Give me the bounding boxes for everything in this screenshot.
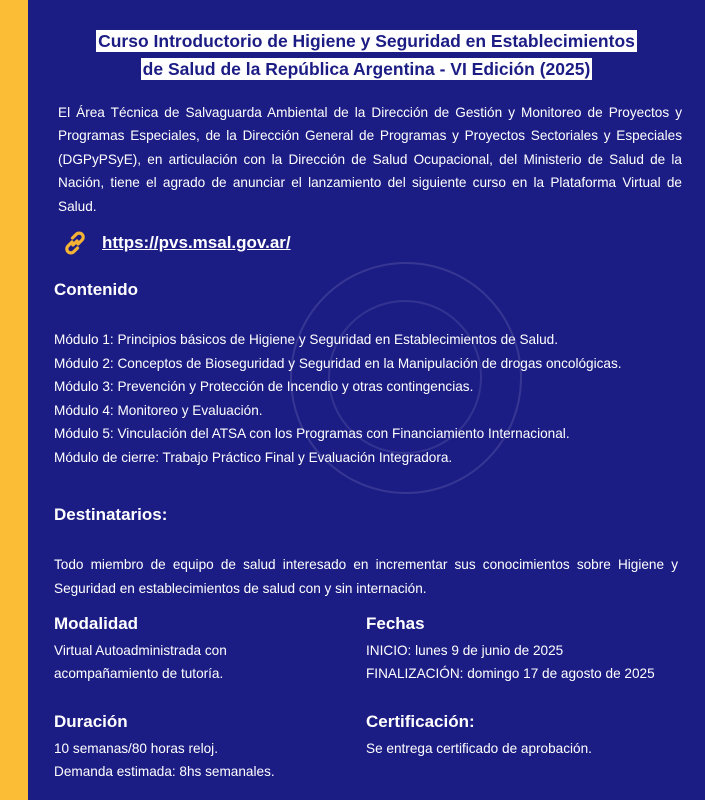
link-icon [61,229,89,257]
fechas-fin: FINALIZACIÓN: domingo 17 de agosto de 2025 [366,666,655,681]
list-item: Módulo de cierre: Trabajo Práctico Final y Evaluación Integradora. [54,449,453,465]
duracion-line2: Demanda estimada: 8hs semanales. [54,764,275,779]
contenido-heading: Contenido [54,280,139,299]
destinatarios-text: Todo miembro de equipo de salud interesado en incrementar sus conocimientos sobre Higiene y Seguridad en establecimientos de salud con y sin internación. [54,557,678,596]
list-item: Módulo 3: Prevención y Protección de Incendio y otras contingencias. [54,379,474,395]
course-title [58,27,675,83]
list-item: Módulo 4: Monitoreo y Evaluación. [54,402,263,418]
list-item: Módulo 1: Principios básicos de Higiene y Seguridad en Establecimientos de Salud. [54,332,559,347]
list-item: Módulo 2: Conceptos de Bioseguridad y Seguridad en la Manipulación de drogas oncológicas. [54,355,622,371]
fechas-heading: Fechas [366,614,425,633]
left-accent-bar [0,0,28,800]
intro-paragraph: El Área Técnica de Salvaguarda Ambiental de la Dirección de Gestión y Monitoreo de Proyectos y Programas Especiales, de la Dirección General de Programas y Proyectos Sectoriales y Especiales (DGPyPSyE), en articulación con la Dirección de Salud Ocupacional, del Ministerio de Salud de la Nación, tiene el agrado de anunciar el lanzamiento del siguiente curso en la Plataforma Virtual de Salud. [58,105,682,214]
module-list [54,328,678,470]
certificacion-text: Se entrega certificado de aprobación. [366,741,592,756]
fechas-inicio: INICIO: lunes 9 de junio de 2025 [366,643,564,658]
certificacion-heading: Certificación: [366,712,475,731]
modalidad-line2: acompañamiento de tutoría. [54,666,224,681]
modalidad-line1: Virtual Autoadministrada con [54,643,227,658]
duracion-line1: 10 semanas/80 horas reloj. [54,741,218,756]
list-item: Módulo 5: Vinculación del ATSA con los Programas con Financiamiento Internacional. [54,426,570,442]
modalidad-heading: Modalidad [54,614,139,633]
course-title-line2: de Salud de la República Argentina - VI Edición (2025) [142,59,591,79]
platform-link-row[interactable] [61,228,291,258]
course-title-line1: Curso Introductorio de Higiene y Seguridad en Establecimientos [98,31,635,51]
duracion-heading: Duración [54,712,128,731]
platform-link[interactable]: https://pvs.msal.gov.ar/ [102,233,291,252]
destinatarios-heading: Destinatarios: [54,505,168,524]
flyer [28,0,705,800]
